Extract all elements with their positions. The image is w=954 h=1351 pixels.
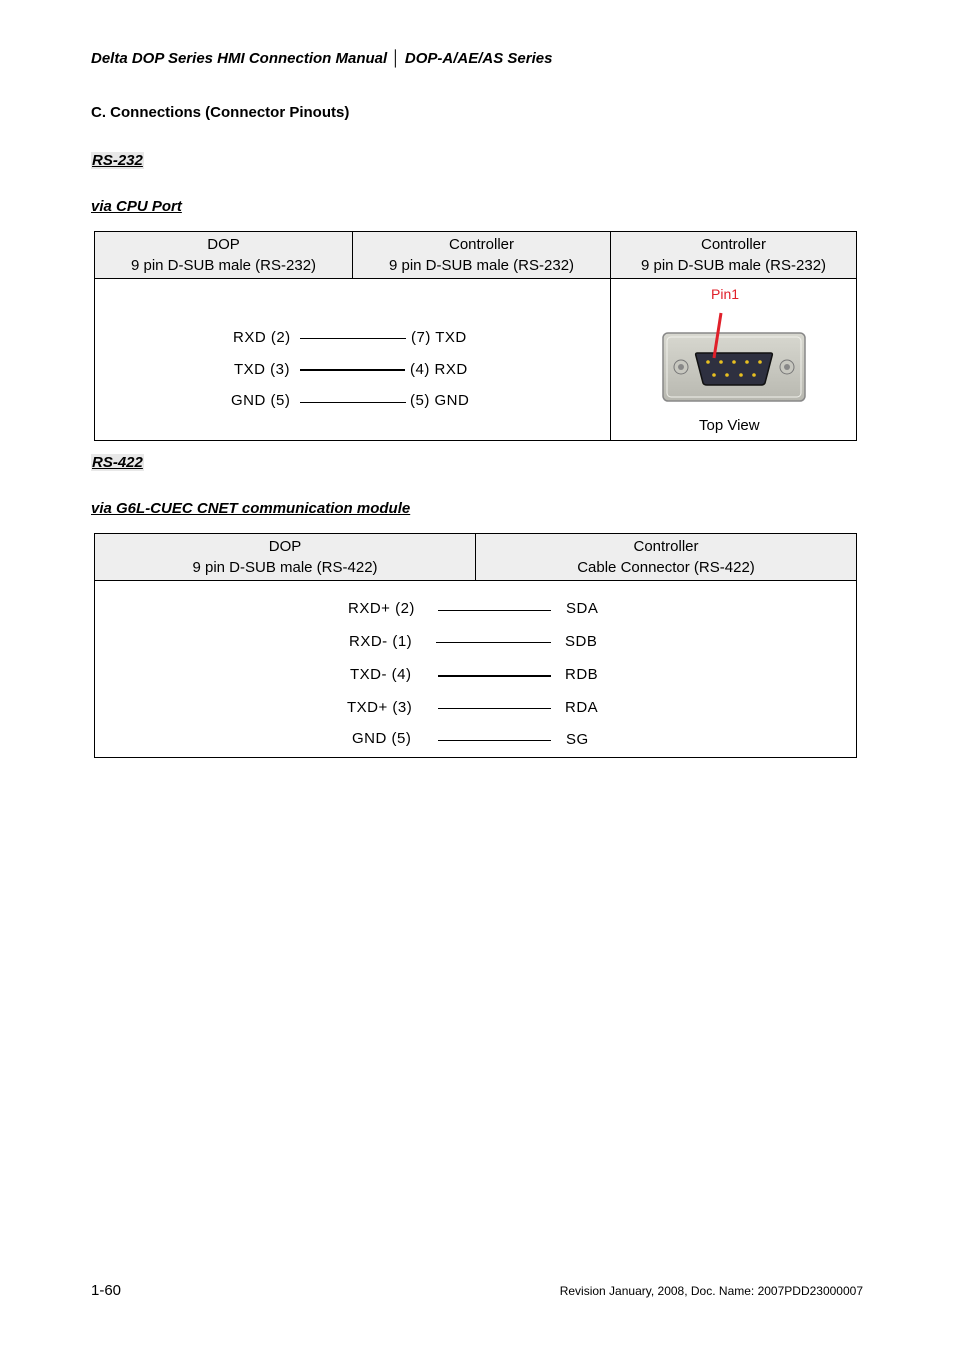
rs422-heading-text: RS-422 bbox=[92, 454, 143, 471]
wire-left-label: TXD- (4) bbox=[350, 666, 412, 683]
rs422-wiring-cell bbox=[95, 581, 857, 758]
section-title: C. Connections (Connector Pinouts) bbox=[91, 104, 350, 121]
rs232-heading bbox=[91, 152, 144, 169]
wire-line bbox=[438, 740, 551, 741]
document-header: Delta DOP Series HMI Connection Manual │ DOP-A/AE/AS Series bbox=[91, 50, 553, 67]
wire-line bbox=[438, 675, 551, 677]
header-line: 9 pin D-SUB male (RS-232) bbox=[388, 257, 575, 274]
wire-right-label: RDB bbox=[565, 666, 599, 683]
rs422-wiring-diagram bbox=[95, 581, 856, 756]
rs232-table bbox=[94, 231, 857, 441]
wire-right-label: (4) RXD bbox=[410, 361, 468, 378]
header-line: DOP bbox=[207, 236, 240, 253]
rs232-heading-text: RS-232 bbox=[92, 152, 143, 169]
wire-line bbox=[300, 338, 406, 339]
pin1-label: Pin1 bbox=[711, 286, 740, 302]
connector-view bbox=[611, 279, 856, 439]
wire-left-label: GND (5) bbox=[352, 730, 412, 747]
wire-right-label: SDA bbox=[566, 600, 599, 617]
wire-line bbox=[300, 402, 406, 403]
wire-line bbox=[300, 369, 405, 371]
wire-line bbox=[438, 610, 551, 611]
rs422-header-dop bbox=[95, 534, 476, 581]
header-line: Controller bbox=[700, 236, 767, 253]
rs232-header-controller-view bbox=[611, 232, 857, 279]
wire-right-label: (7) TXD bbox=[411, 329, 467, 346]
db9-connector-icon bbox=[661, 309, 809, 407]
header-line: 9 pin D-SUB male (RS-232) bbox=[640, 257, 827, 274]
header-line: 9 pin D-SUB male (RS-422) bbox=[192, 559, 378, 576]
rs232-wiring-cell bbox=[95, 279, 611, 441]
header-line: Controller bbox=[448, 236, 515, 253]
header-line: Cable Connector (RS-422) bbox=[577, 559, 755, 576]
rs232-subheading: via CPU Port bbox=[91, 198, 182, 215]
rs232-header-dop bbox=[95, 232, 353, 279]
wire-left-label: RXD- (1) bbox=[349, 633, 413, 650]
wire-right-label: SG bbox=[566, 731, 589, 748]
wire-left-label: GND (5) bbox=[231, 392, 291, 409]
rs232-connector-cell bbox=[611, 279, 857, 441]
top-view-label: Top View bbox=[699, 417, 760, 434]
wire-right-label: (5) GND bbox=[410, 392, 470, 409]
wire-right-label: SDB bbox=[565, 633, 598, 650]
page-number: 1-60 bbox=[91, 1282, 122, 1299]
wire-left-label: RXD (2) bbox=[233, 329, 291, 346]
rs232-header-controller bbox=[353, 232, 611, 279]
wire-left-label: RXD+ (2) bbox=[348, 600, 415, 617]
wire-right-label: RDA bbox=[565, 699, 599, 716]
wire-line bbox=[438, 708, 551, 709]
rs422-table bbox=[94, 533, 857, 758]
rs422-subheading: via G6L-CUEC CNET communication module bbox=[91, 500, 411, 517]
wire-line bbox=[436, 642, 551, 643]
rs422-heading bbox=[91, 454, 144, 471]
header-line: 9 pin D-SUB male (RS-232) bbox=[130, 257, 317, 274]
wire-left-label: TXD (3) bbox=[234, 361, 290, 378]
header-line: Controller bbox=[633, 538, 699, 555]
wire-left-label: TXD+ (3) bbox=[347, 699, 413, 716]
rs422-header-controller bbox=[476, 534, 857, 581]
header-line: DOP bbox=[268, 538, 302, 555]
rs232-wiring-diagram bbox=[95, 279, 610, 439]
revision-info: Revision January, 2008, Doc. Name: 2007PDD23000007 bbox=[559, 1284, 863, 1298]
